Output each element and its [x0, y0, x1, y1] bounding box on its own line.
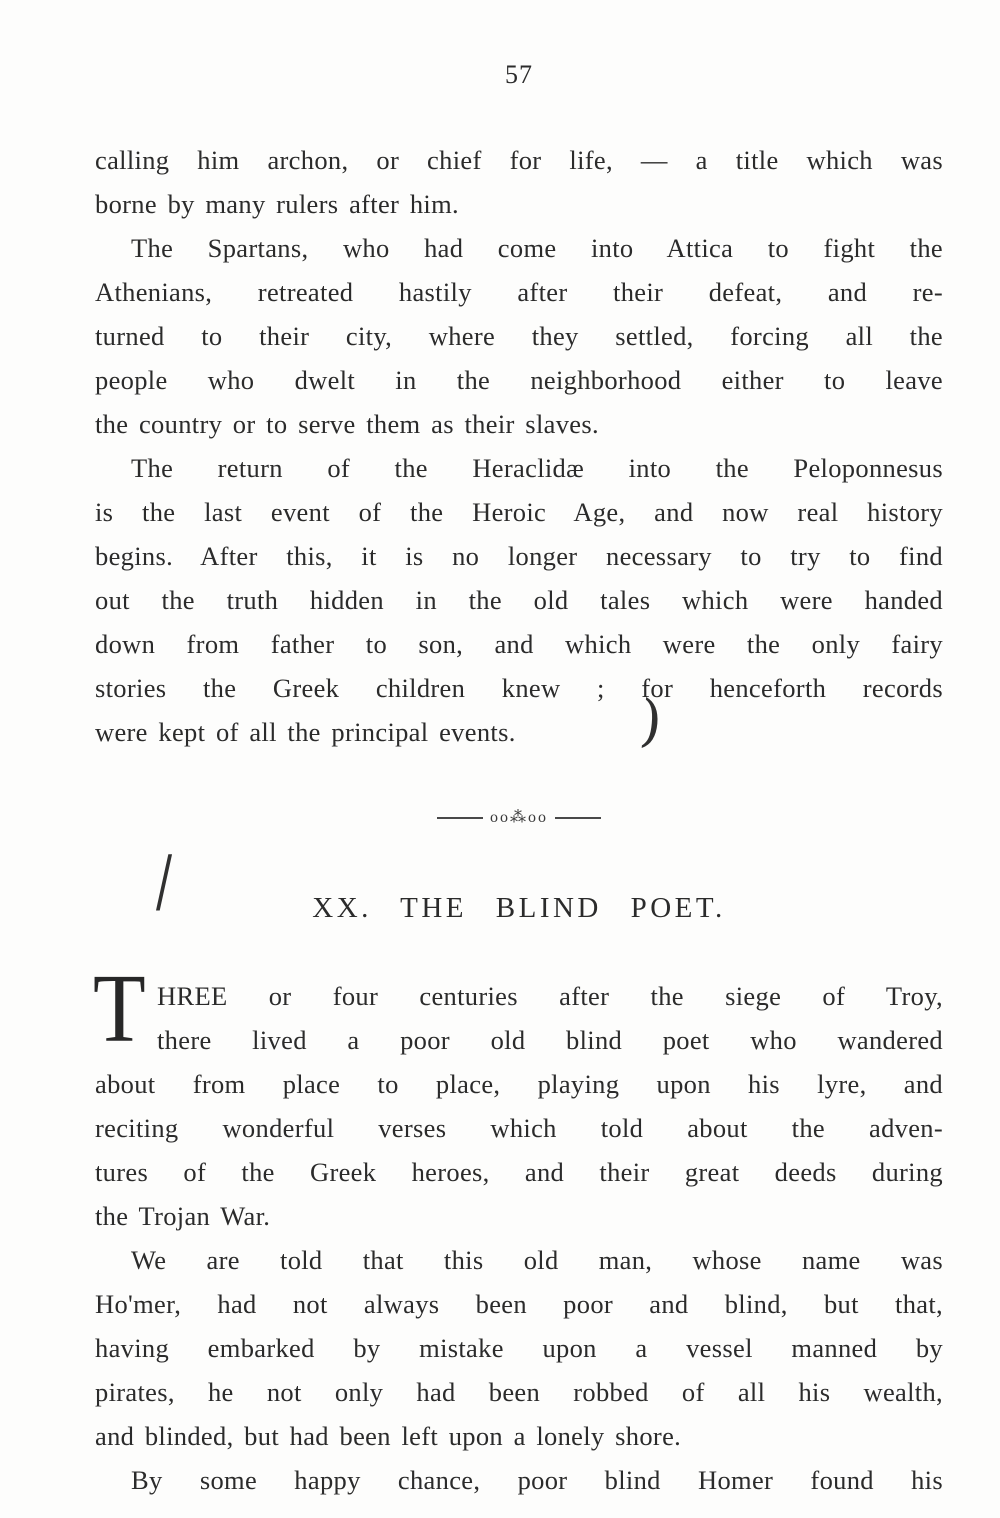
text-line: Ho'mer, had not always been poor and blind, but that, [95, 1289, 943, 1319]
paragraph [95, 446, 943, 754]
text-line: The Spartans, who had come into Attica to fight the [131, 233, 943, 263]
text-line: By some happy chance, poor blind Homer found his [131, 1465, 943, 1495]
text-line: down from father to son, and which were the only fairy [95, 629, 943, 659]
text-line: turned to their city, where they settled, forcing all the [95, 321, 943, 351]
text-line: Athenians, retreated hastily after their defeat, and re- [95, 277, 943, 307]
paragraph [95, 138, 943, 226]
paragraph [93, 955, 943, 1238]
text-line: about from place to place, playing upon his lyre, and [95, 1069, 943, 1099]
section-divider [95, 808, 943, 828]
text-line: the country or to serve them as their slaves. [95, 409, 599, 439]
text-line: were kept of all the principal events. [95, 717, 516, 747]
paragraph [95, 1238, 943, 1458]
chapter-heading: XX. THE BLIND POET. [312, 892, 726, 924]
text-line: The return of the Heraclidæ into the Peloponnesus [131, 453, 943, 483]
divider-ornament: oo⁂oo [490, 809, 548, 826]
text-line: calling him archon, or chief for life, — a title which was [95, 145, 943, 175]
text-line: pirates, he not only had been robbed of all his wealth, [95, 1377, 943, 1407]
page-number: 57 [505, 60, 533, 89]
text-line: tures of the Greek heroes, and their great deeds during [95, 1157, 943, 1187]
paragraph [95, 1458, 943, 1502]
dropcap-letter: T [93, 955, 146, 1063]
paragraph [95, 226, 943, 446]
text-line: HREE or four centuries after the siege of Troy, [157, 981, 943, 1011]
text-line: out the truth hidden in the old tales which were handed [95, 585, 943, 615]
text-line: there lived a poor old blind poet who wandered [157, 1025, 943, 1055]
text-line: is the last event of the Heroic Age, and now real history [95, 497, 943, 527]
divider-rule-left [437, 817, 483, 819]
text-line: begins. After this, it is no longer necessary to try to find [95, 541, 943, 571]
text-line: having embarked by mistake upon a vessel manned by [95, 1333, 943, 1363]
text-line: stories the Greek children knew ; for henceforth records [95, 673, 943, 703]
text-line: and blinded, but had been left upon a lonely shore. [95, 1421, 682, 1451]
handwritten-paren-mark: ) [637, 688, 665, 755]
divider-rule-right [555, 817, 601, 819]
handwritten-slash-mark: / [156, 842, 173, 921]
text-line: the Trojan War. [95, 1201, 271, 1231]
text-line: We are told that this old man, whose name was [131, 1245, 943, 1275]
text-line: reciting wonderful verses which told about the adven- [95, 1113, 943, 1143]
text-line: borne by many rulers after him. [95, 189, 459, 219]
text-line: people who dwelt in the neighborhood either to leave [95, 365, 943, 395]
